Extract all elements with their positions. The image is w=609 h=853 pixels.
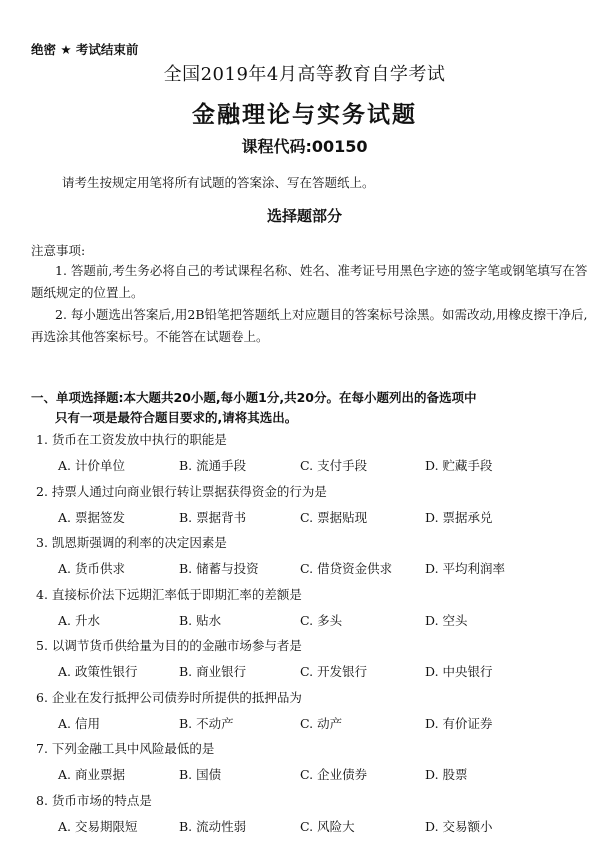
option-b: B. 流通手段: [179, 458, 247, 473]
question-options: [36, 612, 596, 634]
option-b: B. 贴水: [179, 612, 222, 628]
question-stem: 7. 下列金融工具中风险最低的是: [36, 741, 215, 756]
question-1: [36, 431, 596, 483]
option-a: A. 信用: [58, 715, 100, 731]
option-c: C. 动产: [300, 715, 343, 731]
option-d: D. 有价证券: [425, 715, 493, 731]
question-options: [36, 560, 596, 582]
question-stem: 1. 货币在工资发放中执行的职能是: [36, 432, 227, 447]
question-options: [36, 818, 596, 840]
question-options: [36, 509, 596, 531]
option-a: A. 商业票据: [58, 767, 125, 782]
option-d: D. 平均利润率: [425, 561, 506, 576]
part-heading-line2: 只有一项是最符合题目要求的,请将其选出。: [55, 410, 298, 425]
question-options: [36, 457, 596, 479]
question-stem: 4. 直接标价法下远期汇率低于即期汇率的差额是: [36, 586, 302, 602]
option-a: A. 升水: [58, 612, 100, 628]
question-2: [36, 483, 596, 535]
option-b: B. 流动性弱: [179, 818, 247, 834]
option-c: C. 支付手段: [300, 458, 368, 473]
question-stem: 3. 凯恩斯强调的利率的决定因素是: [36, 535, 227, 550]
option-d: D. 交易额小: [425, 818, 493, 834]
notes-list: [31, 260, 591, 348]
option-b: B. 商业银行: [179, 664, 247, 679]
question-4: [36, 586, 596, 638]
option-b: B. 储蓄与投资: [179, 561, 259, 576]
question-options: [36, 663, 596, 685]
option-a: A. 票据签发: [58, 509, 125, 525]
option-b: B. 票据背书: [179, 509, 247, 525]
option-a: A. 政策性银行: [58, 664, 138, 679]
option-c: C. 风险大: [300, 818, 355, 834]
option-c: C. 企业债券: [300, 767, 368, 782]
question-options: [36, 766, 596, 788]
notes-heading: 注意事项:: [31, 243, 86, 258]
option-d: D. 股票: [425, 767, 468, 782]
question-stem: 2. 持票人通过向商业银行转让票据获得资金的行为是: [36, 483, 327, 499]
option-b: B. 国债: [179, 767, 222, 782]
note-item-2: 2. 每小题选出答案后,用2B铅笔把答题纸上对应题目的答案标号涂黑。如需改动,用橡皮擦干净后,再选涂其他答案标号。不能答在试题卷上。: [31, 307, 588, 344]
exam-title: 全国2019年4月高等教育自学考试: [163, 64, 446, 85]
question-7: [36, 740, 596, 792]
general-instruction: 请考生按规定用笔将所有试题的答案涂、写在答题纸上。: [62, 175, 375, 190]
note-item-1: 1. 答题前,考生务必将自己的考试课程名称、姓名、准考证号用黑色字迹的签字笔或钢笔填写在答题纸规定的位置上。: [31, 263, 588, 300]
question-options: [36, 715, 596, 737]
question-3: [36, 534, 596, 586]
option-a: A. 计价单位: [58, 458, 125, 473]
option-d: D. 空头: [425, 612, 468, 628]
question-stem: 8. 货币市场的特点是: [36, 792, 152, 808]
question-stem: 5. 以调节货币供给量为目的的金融市场参与者是: [36, 638, 302, 653]
part-heading-line1: 一、单项选择题:本大题共20小题,每小题1分,共20分。在每小题列出的备选项中: [31, 390, 477, 405]
option-d: D. 贮藏手段: [425, 458, 493, 473]
question-stem: 6. 企业在发行抵押公司债券时所提供的抵押品为: [36, 689, 302, 705]
question-list: [36, 431, 596, 843]
option-c: C. 票据贴现: [300, 509, 368, 525]
question-6: [36, 689, 596, 741]
secret-mark: 绝密 ★ 考试结束前: [31, 42, 139, 57]
option-b: B. 不动产: [179, 715, 234, 731]
section-title: 选择题部分: [266, 207, 342, 225]
option-c: C. 多头: [300, 612, 343, 628]
option-d: D. 中央银行: [425, 664, 493, 679]
option-c: C. 借贷资金供求: [300, 561, 393, 576]
question-8: [36, 792, 596, 844]
option-d: D. 票据承兑: [425, 509, 493, 525]
option-c: C. 开发银行: [300, 664, 368, 679]
part-heading: [31, 388, 591, 428]
question-5: [36, 637, 596, 689]
course-code: 课程代码:00150: [241, 137, 368, 156]
option-a: A. 交易期限短: [58, 818, 138, 834]
subject-title: 金融理论与实务试题: [192, 102, 417, 128]
option-a: A. 货币供求: [58, 561, 125, 576]
